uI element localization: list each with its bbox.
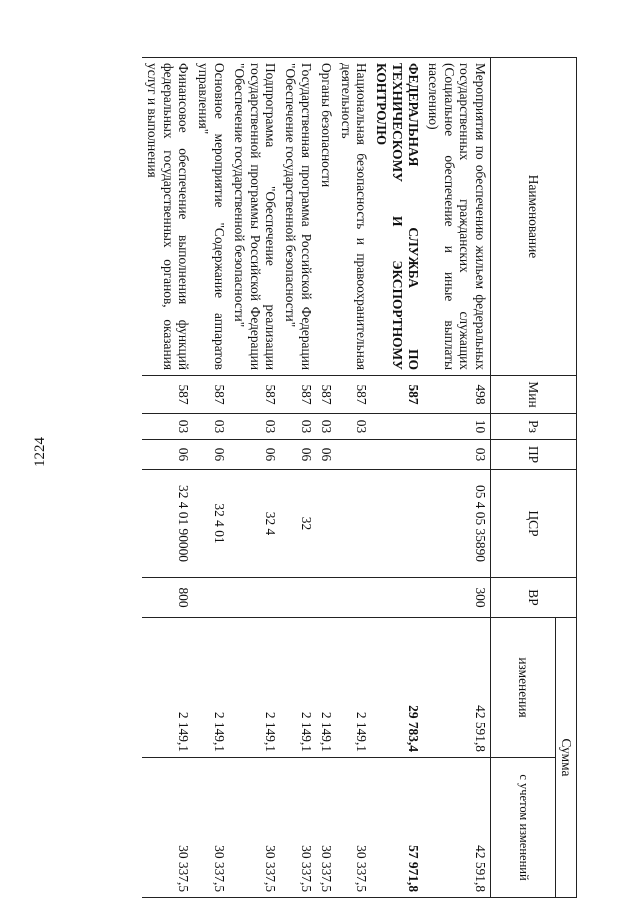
table-row (229, 58, 280, 898)
row-name: Подпрограмма "Обеспечение реализации государственной программы Российской Федерации "Обеспечение государственной безопасности" (229, 58, 280, 376)
header-changes: изменения (491, 618, 556, 758)
row-pr: 06 (316, 440, 336, 470)
row-name: Мероприятия по обеспечению жильем федеральных государственных гражданских служащих (Социальное обеспечение и иные выплаты населению) (423, 58, 491, 376)
row-rz (372, 414, 423, 440)
row-total: 42 591,8 (423, 758, 491, 898)
row-total: 30 337,5 (142, 758, 193, 898)
row-total: 30 337,5 (193, 758, 229, 898)
row-name: ФЕДЕРАЛЬНАЯ СЛУЖБА ПО ТЕХНИЧЕСКОМУ И ЭКСПОРТНОМУ КОНТРОЛЮ (372, 58, 423, 376)
row-changes: 2 149,1 (229, 618, 280, 758)
row-min: 587 (316, 376, 336, 414)
header-csr: ЦСР (491, 470, 577, 578)
row-rz: 03 (193, 414, 229, 440)
row-csr: 32 4 01 90000 (142, 470, 193, 578)
row-pr: 03 (423, 440, 491, 470)
budget-table (142, 57, 577, 898)
table-row (423, 58, 491, 898)
table-row (280, 58, 316, 898)
row-total: 30 337,5 (229, 758, 280, 898)
row-csr (372, 470, 423, 578)
row-total: 30 337,5 (336, 758, 372, 898)
budget-table-sheet (60, 57, 577, 897)
row-name: Государственная программа Российской Федерации "Обеспечение государственной безопасности" (280, 58, 316, 376)
page-number: 1224 (32, 437, 48, 467)
row-pr: 06 (280, 440, 316, 470)
header-pr: ПР (491, 440, 577, 470)
row-vr (280, 578, 316, 618)
header-rz: Рз (491, 414, 577, 440)
row-pr (336, 440, 372, 470)
row-total: 30 337,5 (280, 758, 316, 898)
row-min: 587 (336, 376, 372, 414)
row-min: 587 (142, 376, 193, 414)
row-changes: 2 149,1 (193, 618, 229, 758)
table-body (142, 58, 491, 898)
row-csr (316, 470, 336, 578)
header-name: Наименование (491, 58, 577, 376)
row-rz: 10 (423, 414, 491, 440)
row-vr (336, 578, 372, 618)
row-rz: 03 (280, 414, 316, 440)
row-total: 57 971,8 (372, 758, 423, 898)
row-rz: 03 (229, 414, 280, 440)
row-rz: 03 (316, 414, 336, 440)
row-rz: 03 (142, 414, 193, 440)
row-vr (193, 578, 229, 618)
row-name: Финансовое обеспечение выполнения функций федеральных государственных органов, оказания услуг и выполнения (142, 58, 193, 376)
row-changes: 29 783,4 (372, 618, 423, 758)
row-vr: 300 (423, 578, 491, 618)
row-csr: 32 4 01 (193, 470, 229, 578)
row-csr: 32 (280, 470, 316, 578)
row-min: 587 (229, 376, 280, 414)
table-row (336, 58, 372, 898)
row-changes: 2 149,1 (336, 618, 372, 758)
row-changes: 2 149,1 (316, 618, 336, 758)
row-rz: 03 (336, 414, 372, 440)
row-pr: 06 (193, 440, 229, 470)
row-csr: 32 4 (229, 470, 280, 578)
row-vr (372, 578, 423, 618)
row-pr: 06 (142, 440, 193, 470)
row-name: Органы безопасности (316, 58, 336, 376)
row-vr (229, 578, 280, 618)
row-name: Национальная безопасность и правоохранительная деятельность (336, 58, 372, 376)
row-pr (372, 440, 423, 470)
table-row (372, 58, 423, 898)
row-min: 587 (193, 376, 229, 414)
table-header (491, 58, 577, 898)
row-min: 498 (423, 376, 491, 414)
row-changes: 42 591,8 (423, 618, 491, 758)
table-row (316, 58, 336, 898)
row-total: 30 337,5 (316, 758, 336, 898)
header-vr: ВР (491, 578, 577, 618)
row-name: Основное мероприятие "Содержание аппаратов управления" (193, 58, 229, 376)
header-min: Мин (491, 376, 577, 414)
row-changes: 2 149,1 (280, 618, 316, 758)
row-csr (336, 470, 372, 578)
header-sum: Сумма (556, 618, 577, 898)
table-row (142, 58, 193, 898)
table-row (193, 58, 229, 898)
row-min: 587 (280, 376, 316, 414)
row-vr: 800 (142, 578, 193, 618)
row-csr: 05 4 05 35890 (423, 470, 491, 578)
row-min: 587 (372, 376, 423, 414)
row-pr: 06 (229, 440, 280, 470)
row-vr (316, 578, 336, 618)
row-changes: 2 149,1 (142, 618, 193, 758)
header-with-changes: с учетом изменений (491, 758, 556, 898)
